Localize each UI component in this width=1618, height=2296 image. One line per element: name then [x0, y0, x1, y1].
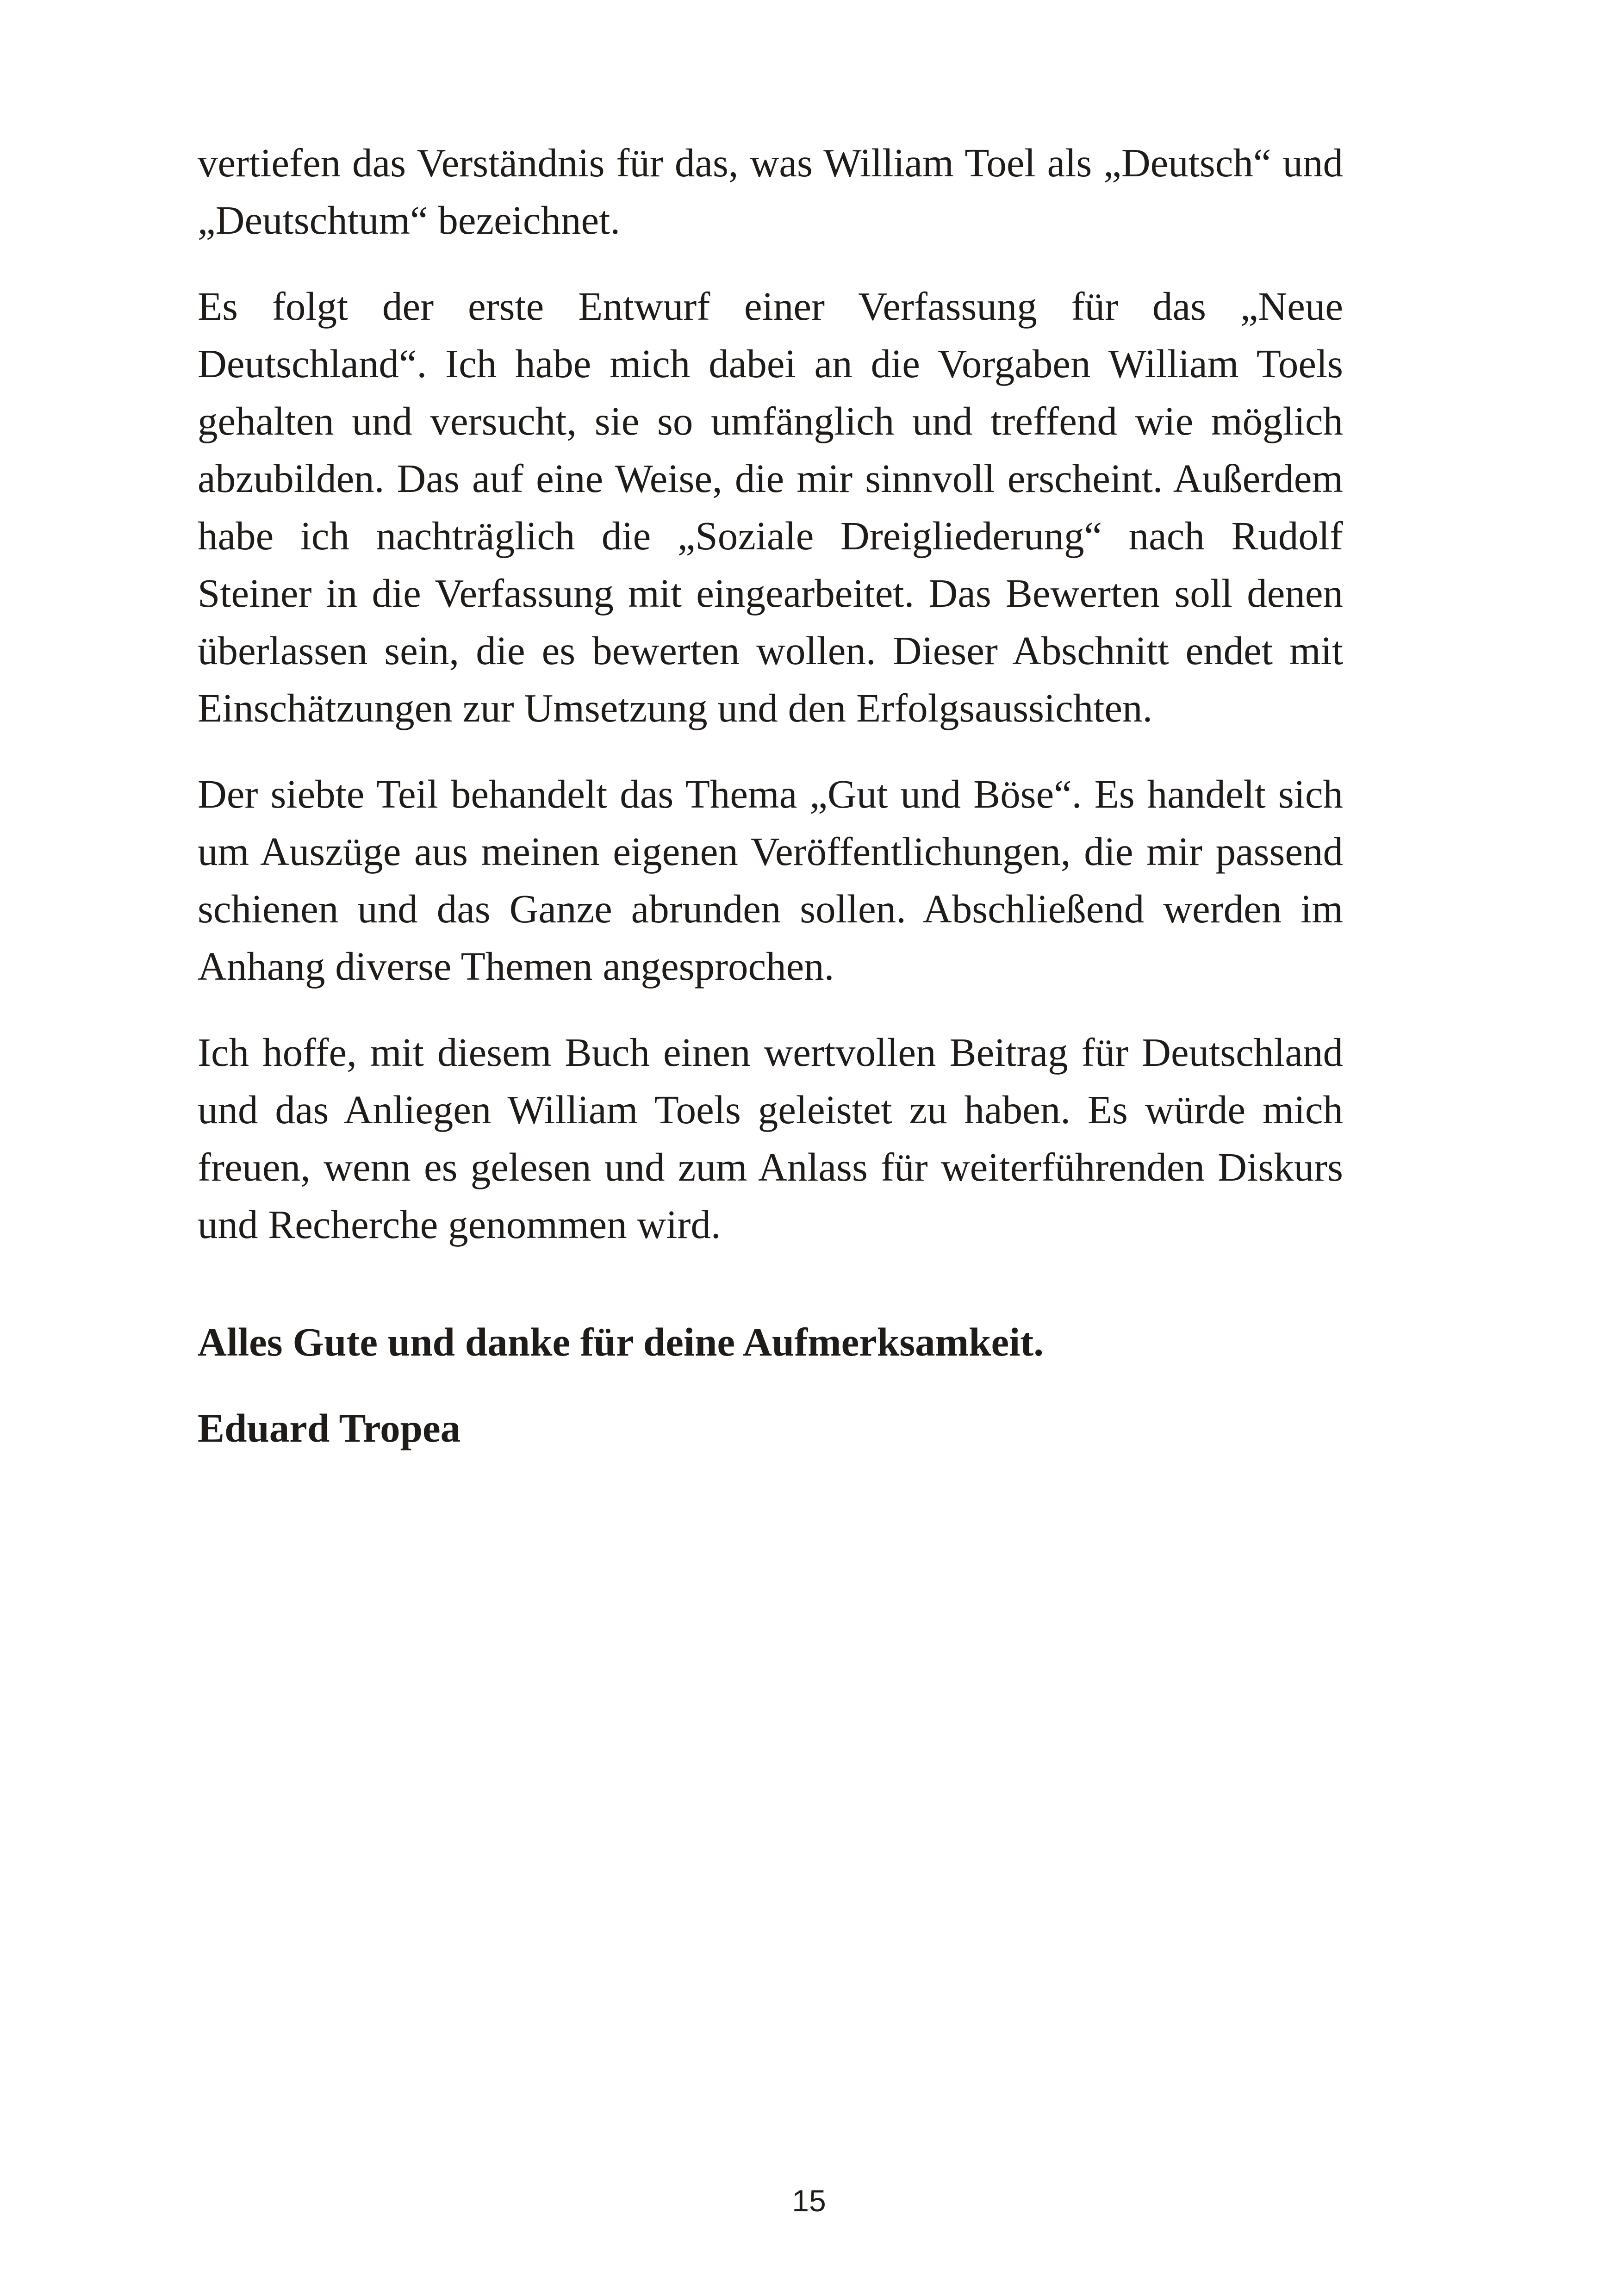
paragraph-1: vertiefen das Verständnis für das, was William Toel als „Deutsch“ und „Deutschtum“ bezeichnet. [198, 140, 1343, 243]
body-text [198, 134, 1343, 1457]
paragraph-3: Der siebte Teil behandelt das Thema „Gut und Böse“. Es handelt sich um Auszüge aus meinen eigenen Veröffentlichungen, die mir passend schienen und das Ganze abrunden sollen. Abschließend werden im Anhang diverse Themen angesprochen. [198, 772, 1343, 989]
author-signature: Eduard Tropea [198, 1406, 461, 1450]
paragraph-4: Ich hoffe, mit diesem Buch einen wertvollen Beitrag für Deutschland und das Anliegen William Toels geleistet zu haben. Es würde mich freuen, wenn es gelesen und zum Anlass für weiterführenden Diskurs und Recherche genommen wird. [198, 1030, 1343, 1247]
closing-line: Alles Gute und danke für deine Aufmerksamkeit. [198, 1319, 1044, 1364]
paragraph-2: Es folgt der erste Entwurf einer Verfassung für das „Neue Deutschland“. Ich habe mich dabei an die Vorgaben William Toels gehalten und versucht, sie so umfänglich und treffend wie möglich abzubilden. Das auf eine Weise, die mir sinnvoll erscheint. Außerdem habe ich nachträglich die „Soziale Dreigliederung“ nach Rudolf Steiner in die Verfassung mit eingearbeitet. Das Bewerten soll denen überlassen sein, die es bewerten wollen. Dieser Abschnitt endet mit Einschätzungen zur Umsetzung und den Erfolgsaussichten. [198, 284, 1343, 730]
page-number: 15 [792, 2184, 826, 2218]
